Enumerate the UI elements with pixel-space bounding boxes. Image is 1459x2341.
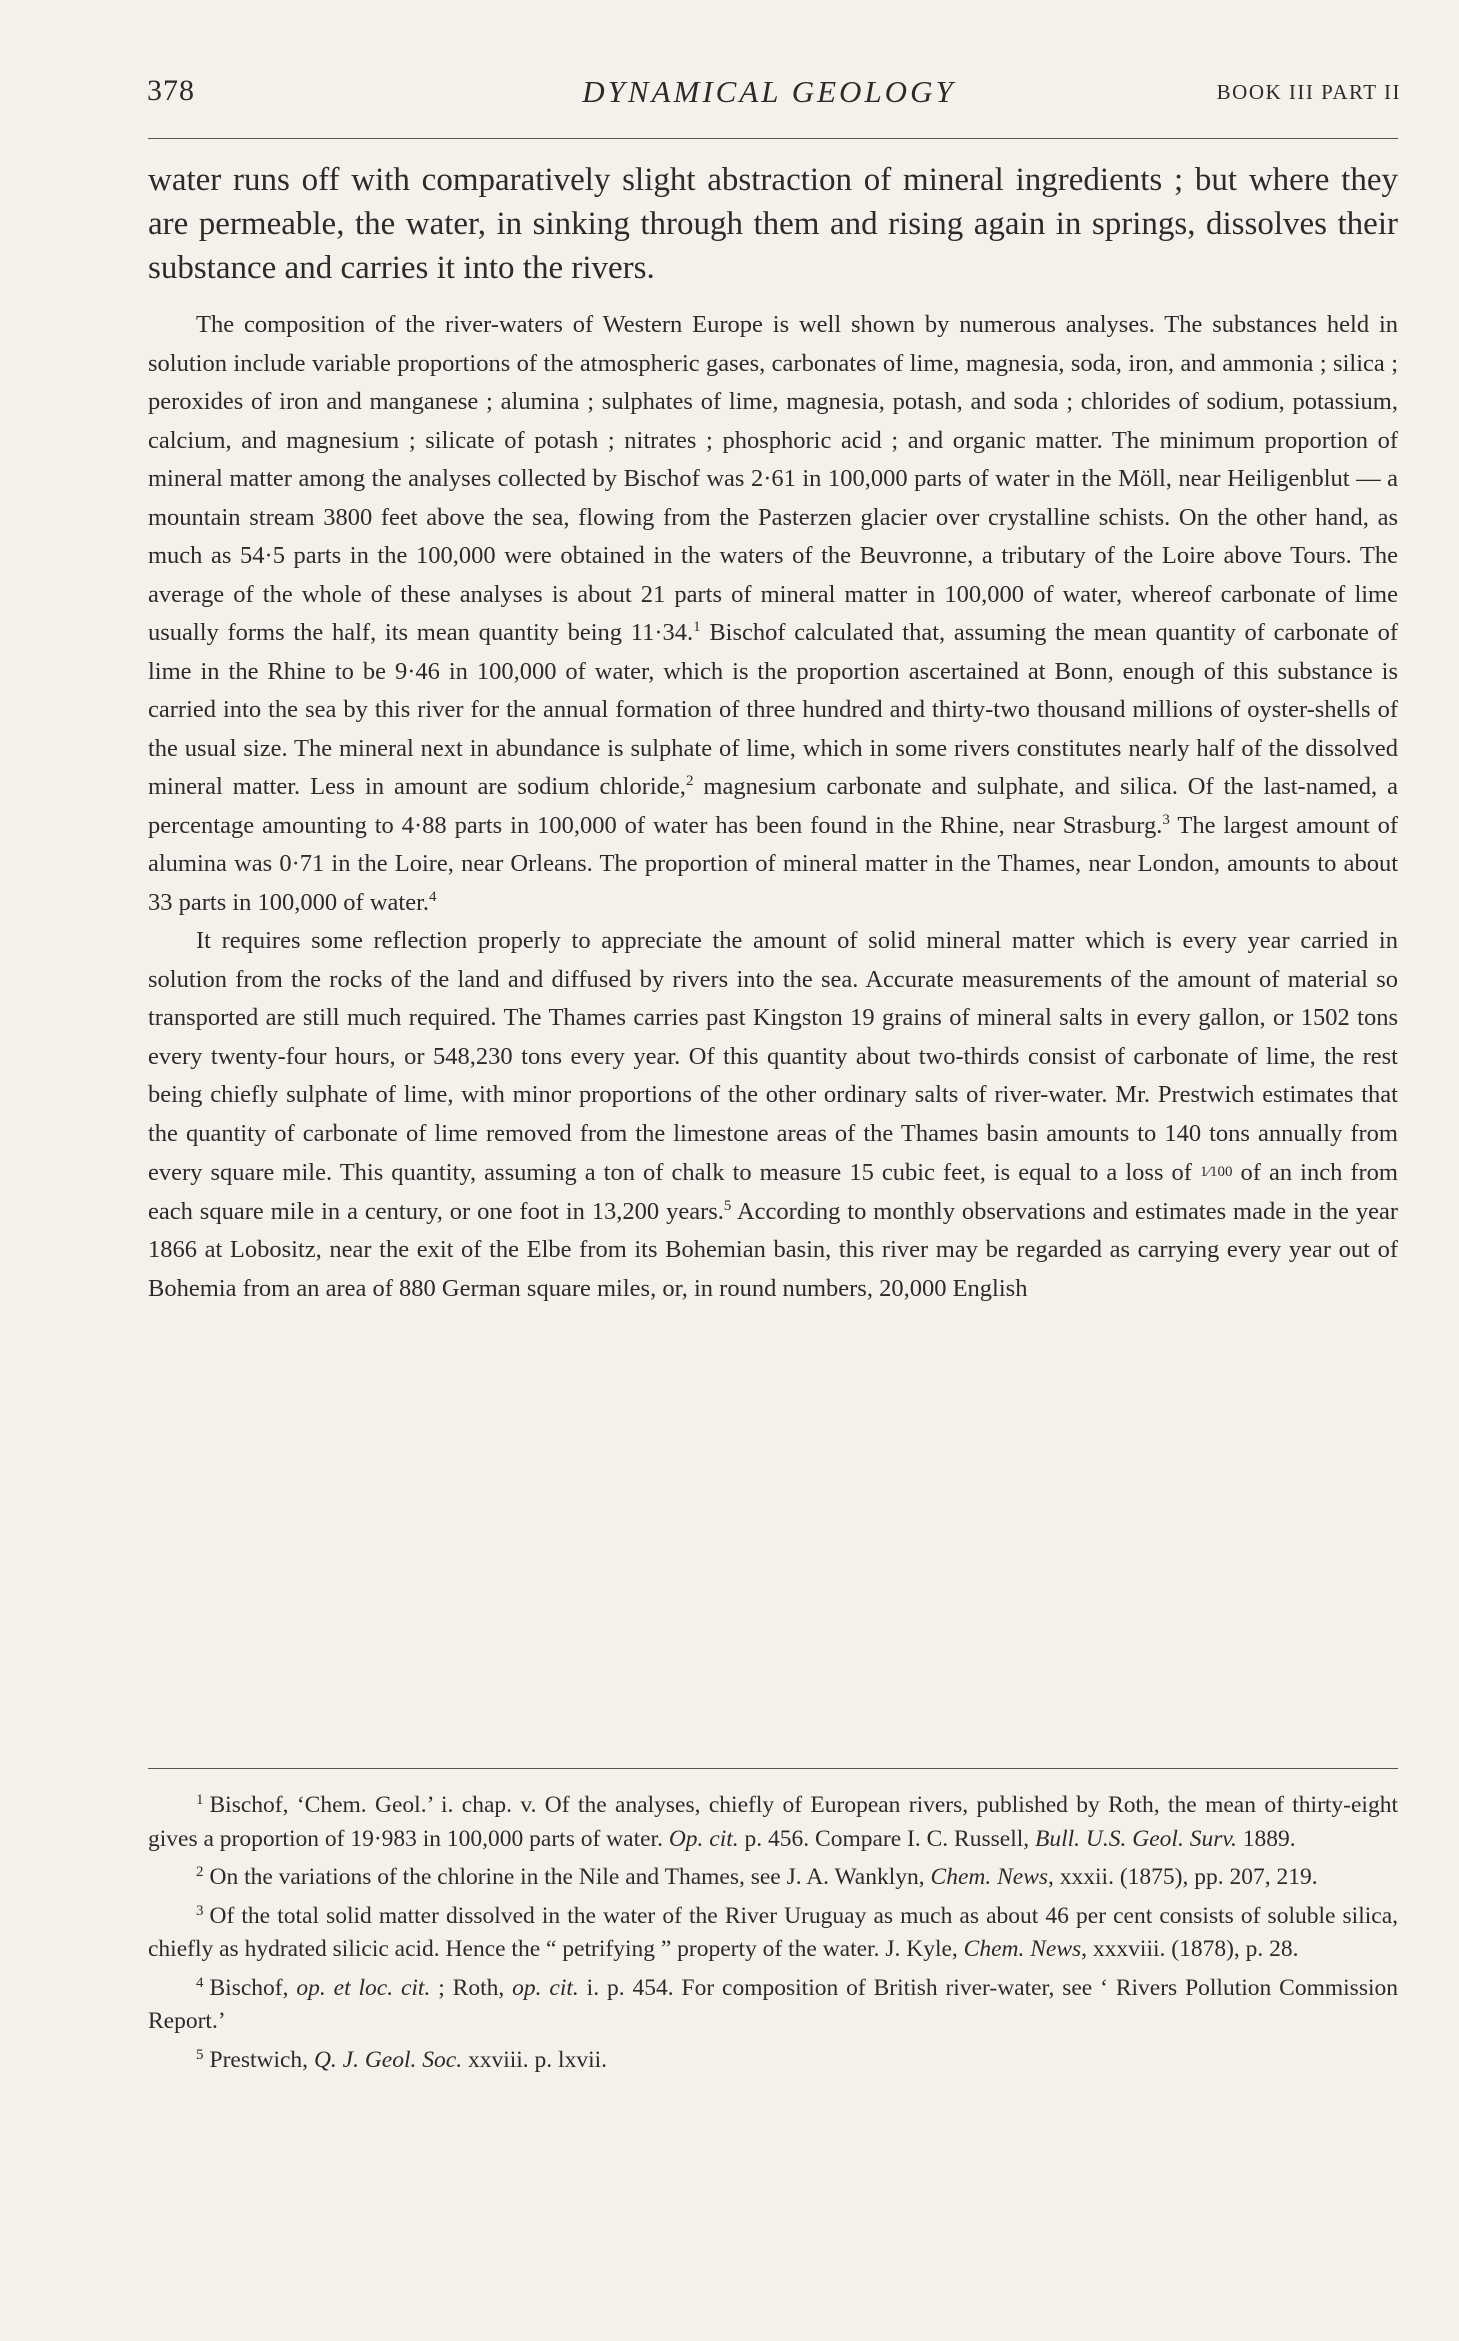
paragraph-text: of an inch from each square mile in a century, or one foot in 13,200 years. bbox=[148, 1159, 1398, 1225]
footnote-ref: 1 bbox=[693, 618, 701, 635]
footnote-text: Bischof, ‘Chem. Geol.’ i. chap. v. Of the analyses, chiefly of European rivers, published by Roth, the mean of thirty-eight gives a proportion of 19·983 in 100,000 parts of water. bbox=[148, 1792, 1398, 1852]
footnote-5 bbox=[148, 2039, 1398, 2078]
footnote-text: xxviii. p. lxvii. bbox=[462, 2046, 608, 2073]
lead-paragraph: water runs off with comparatively slight abstraction of mineral ingredients ; but where they are permeable, the water, in sinking through them and rising again in springs, dissolves their substance and carries it into the rivers. bbox=[148, 162, 1398, 286]
paragraph-text: The composition of the river-waters of Western Europe is well shown by numerous analyses. The substances held in solution include variable proportions of the atmospheric gases, carbonates of lime, magnesia, soda, iron, and ammonia ; silica ; peroxides of iron and manganese ; alumina ; sulphates of lime, magnesia, potash, and soda ; chlorides of sodium, potassium, calcium, and magnesium ; silicate of potash ; nitrates ; phosphoric acid ; and organic matter. The minimum proportion of mineral matter among the analyses collected by Bischof was 2·61 in 100,000 parts of water in the Möll, near Heiligenblut — a mountain stream 3800 feet above the sea, flowing from the Pasterzen glacier over crystalline schists. On the other hand, as much as 54·5 parts in the 100,000 were obtained in the waters of the Beuvronne, a tributary of the Loire above Tours. The average of the whole of these analyses is about 21 parts of mineral matter in 100,000 of water, whereof carbonate of lime usually forms the half, its mean quantity being 11·34. bbox=[148, 311, 1398, 646]
paragraph-mineral-transport bbox=[148, 922, 1398, 1308]
paragraph-text: It requires some reflection properly to appreciate the amount of solid mineral matter which is every year carried in solution from the rocks of the land and diffused by rivers into the sea. Accurate measurements of the amount of material so transported are still much required. The Thames carries past Kingston 19 grains of mineral salts in every gallon, or 1502 tons every twenty-four hours, or 548,230 tons every year. Of this quantity about two-thirds consist of carbonate of lime, the rest being chiefly sulphate of lime, with minor proportions of the other ordinary salts of river-water. Mr. Prestwich estimates that the quantity of carbonate of lime removed from the limestone areas of the Thames basin amounts to 140 tons annually from every square mile. This quantity, assuming a ton of chalk to measure 15 cubic feet, is equal to a loss of bbox=[148, 927, 1398, 1186]
footnote-text: i. p. 454. For composition of British river-water, see ‘ Rivers Pollution Commission Report.’ bbox=[148, 1974, 1398, 2034]
footnote-text: p. 456. Compare I. C. Russell, bbox=[738, 1825, 1036, 1852]
footnote-italic: Chem. News bbox=[930, 1864, 1049, 1890]
page-number: 378 bbox=[147, 74, 195, 107]
footnote-text: 1889. bbox=[1236, 1825, 1296, 1852]
paragraph-river-composition bbox=[148, 306, 1398, 922]
footnote-number: 3 bbox=[196, 1902, 204, 1919]
footnote-number: 2 bbox=[196, 1864, 204, 1880]
footnote-number: 4 bbox=[196, 1974, 204, 1991]
footnote-ref: 2 bbox=[685, 772, 694, 789]
footnote-ref: 4 bbox=[429, 888, 437, 905]
footnote-text: On the variations of the chlorine in the Nile and Thames, see J. A. Wanklyn, bbox=[209, 1864, 931, 1890]
footnote-4 bbox=[148, 1967, 1398, 2039]
footnote-italic: op. cit. bbox=[512, 1974, 579, 2001]
fraction: 1⁄100 bbox=[1199, 1164, 1233, 1180]
paragraph-text: Bischof calculated that, assuming the mean quantity of carbonate of lime in the Rhine to be 9·46 in 100,000 of water, which is the proportion ascertained at Bonn, enough of this substance is carried into the sea by this river for the annual formation of three hundred and thirty-two thousand millions of oyster-shells of the usual size. The mineral next in abundance is sulphate of lime, which in some rivers constitutes nearly half of the dissolved mineral matter. Less in amount are sodium chloride, bbox=[148, 619, 1398, 800]
body-text bbox=[148, 158, 1398, 1308]
footnotes bbox=[148, 1784, 1398, 2077]
footnote-ref: 5 bbox=[723, 1197, 732, 1214]
footnote-text: ; Roth, bbox=[430, 1974, 513, 2001]
paragraph-text: The largest amount of alumina was 0·71 in the Loire, near Orleans. The proportion of mineral matter in the Thames, near London, amounts to about 33 parts in 100,000 of water. bbox=[148, 811, 1398, 916]
footnote-italic: op. et loc. cit. bbox=[296, 1974, 431, 2001]
footnote-number: 1 bbox=[196, 1792, 204, 1808]
footnote-text: Of the total solid matter dissolved in the water of the River Uruguay as much as about 46 per cent consists of soluble silica, chiefly as hydrated silicic acid. Hence the “ petrifying ” property of the water. J. Kyle, bbox=[148, 1902, 1398, 1962]
running-head bbox=[135, 74, 1403, 118]
footnote-italic: Q. J. Geol. Soc. bbox=[313, 2046, 463, 2073]
header-rule bbox=[148, 138, 1398, 139]
footnote-rule bbox=[148, 1768, 1398, 1769]
book-part-label: BOOK III PART II bbox=[1216, 80, 1401, 104]
footnote-text: Bischof, bbox=[209, 1974, 297, 2001]
paragraph-text: According to monthly observations and estimates made in the year 1866 at Lobositz, near the exit of the Elbe from its Bohemian basin, this river may be regarded as carrying every year out of Bohemia from an area of 880 German square miles, or, in round numbers, 20,000 English bbox=[148, 1197, 1398, 1302]
footnote-2 bbox=[148, 1856, 1398, 1895]
footnote-3 bbox=[148, 1895, 1398, 1967]
running-title: DYNAMICAL GEOLOGY bbox=[582, 74, 956, 109]
footnote-italic: Bull. U.S. Geol. Surv. bbox=[1035, 1825, 1237, 1852]
footnote-ref: 3 bbox=[1162, 811, 1170, 828]
footnote-text: , xxxviii. (1878), p. 28. bbox=[1081, 1936, 1299, 1962]
footnote-text: Prestwich, bbox=[209, 2046, 314, 2073]
footnote-italic: Chem. News bbox=[963, 1936, 1082, 1962]
paragraph-text: magnesium carbonate and sulphate, and silica. Of the last-named, a percentage amounting to 4·88 parts in 100,000 of water has been found in the Rhine, near Strasburg. bbox=[148, 773, 1398, 839]
footnote-1 bbox=[148, 1784, 1398, 1856]
footnote-text: , xxxii. (1875), pp. 207, 219. bbox=[1048, 1864, 1318, 1890]
footnote-number: 5 bbox=[196, 2046, 204, 2063]
footnote-italic: Op. cit. bbox=[668, 1825, 739, 1852]
